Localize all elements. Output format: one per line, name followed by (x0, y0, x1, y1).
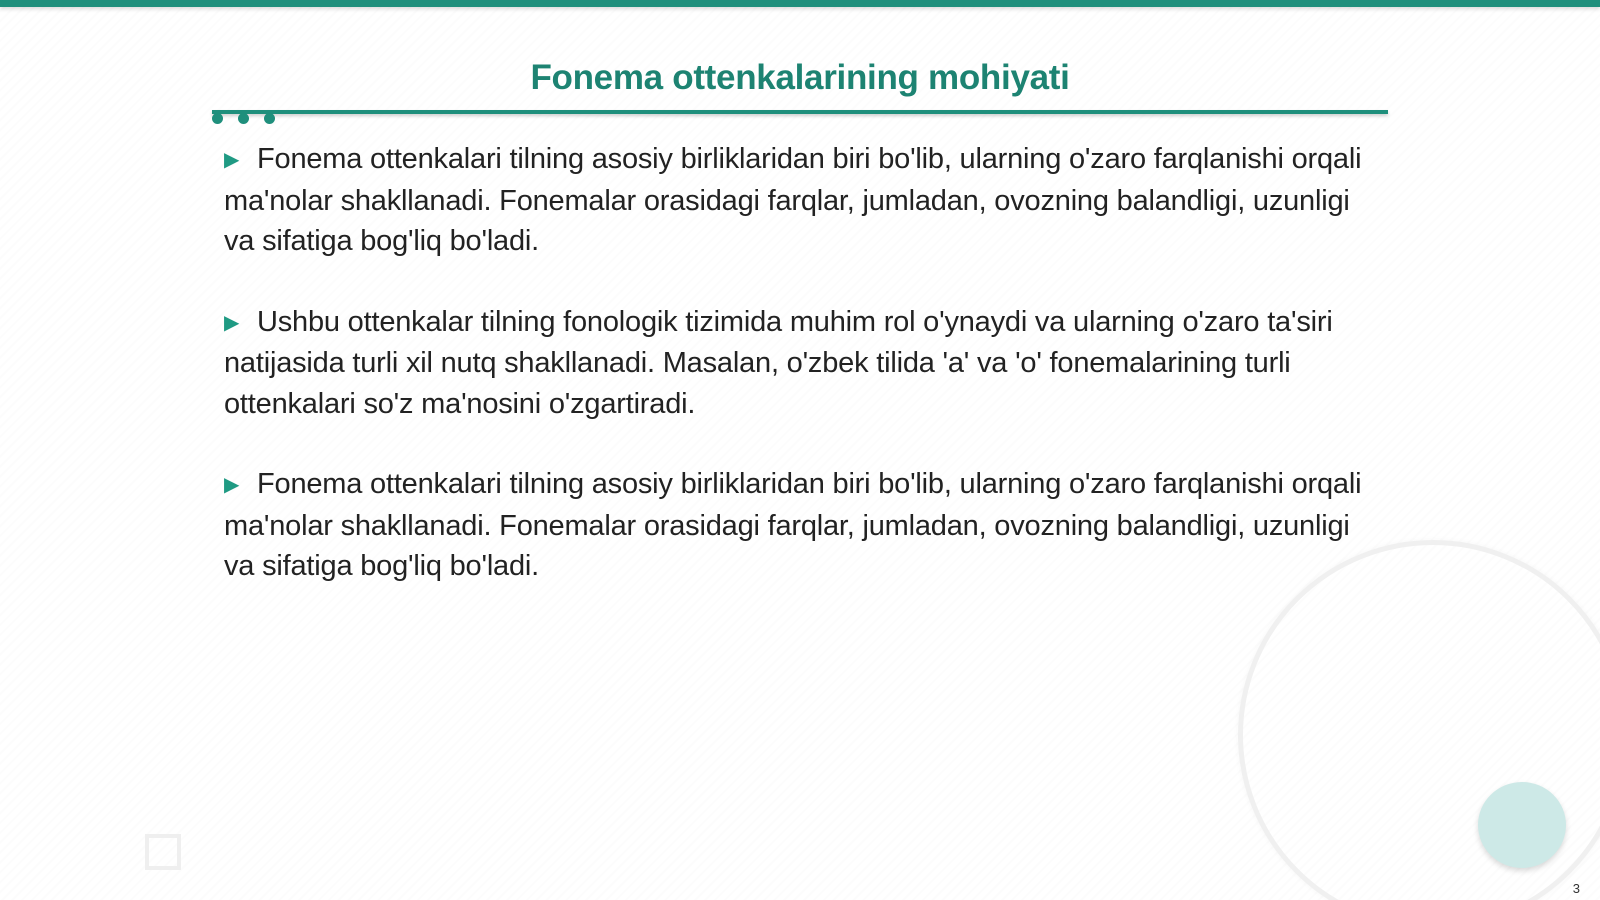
title-underline (212, 110, 1388, 114)
page-number: 3 (1572, 881, 1580, 896)
decorative-circle (1478, 782, 1566, 868)
decorative-dot (212, 113, 223, 124)
bullet-item (224, 139, 1384, 262)
bullet-text: Fonema ottenkalari tilning asosiy birliklaridan biri bo'lib, ularning o'zaro farqlanishi orqali ma'nolar shakllanadi. Fonemalar orasidagi farqlar, jumladan, ovozning balandligi, uzunligi va sifatiga bog'liq bo'ladi. (224, 468, 1362, 582)
bullet-text: Fonema ottenkalari tilning asosiy birliklaridan biri bo'lib, ularning o'zaro farqlanishi orqali ma'nolar shakllanadi. Fonemalar orasidagi farqlar, jumladan, ovozning balandligi, uzunligi va sifatiga bog'liq bo'ladi. (224, 143, 1362, 257)
bullet-text: Ushbu ottenkalar tilning fonologik tizimida muhim rol o'ynaydi va ularning o'zaro ta'siri natijasida turli xil nutq shakllanadi. Masalan, o'zbek tilida 'a' va 'o' fonemalarining turli ottenkalari so'z ma'nosini o'zgartiradi. (224, 305, 1333, 420)
decorative-dot (238, 113, 249, 124)
triangle-right-icon: ▶ (224, 474, 240, 496)
triangle-right-icon: ▶ (224, 311, 240, 334)
decorative-square (145, 834, 181, 870)
bullet-item (224, 302, 1384, 425)
slide-title: Fonema ottenkalarining mohiyati (530, 58, 1070, 97)
bullet-list (224, 139, 1384, 627)
bullet-item (224, 464, 1384, 587)
decorative-dot (264, 113, 275, 124)
triangle-right-icon: ▶ (224, 149, 240, 171)
top-accent-bar (0, 0, 1600, 7)
